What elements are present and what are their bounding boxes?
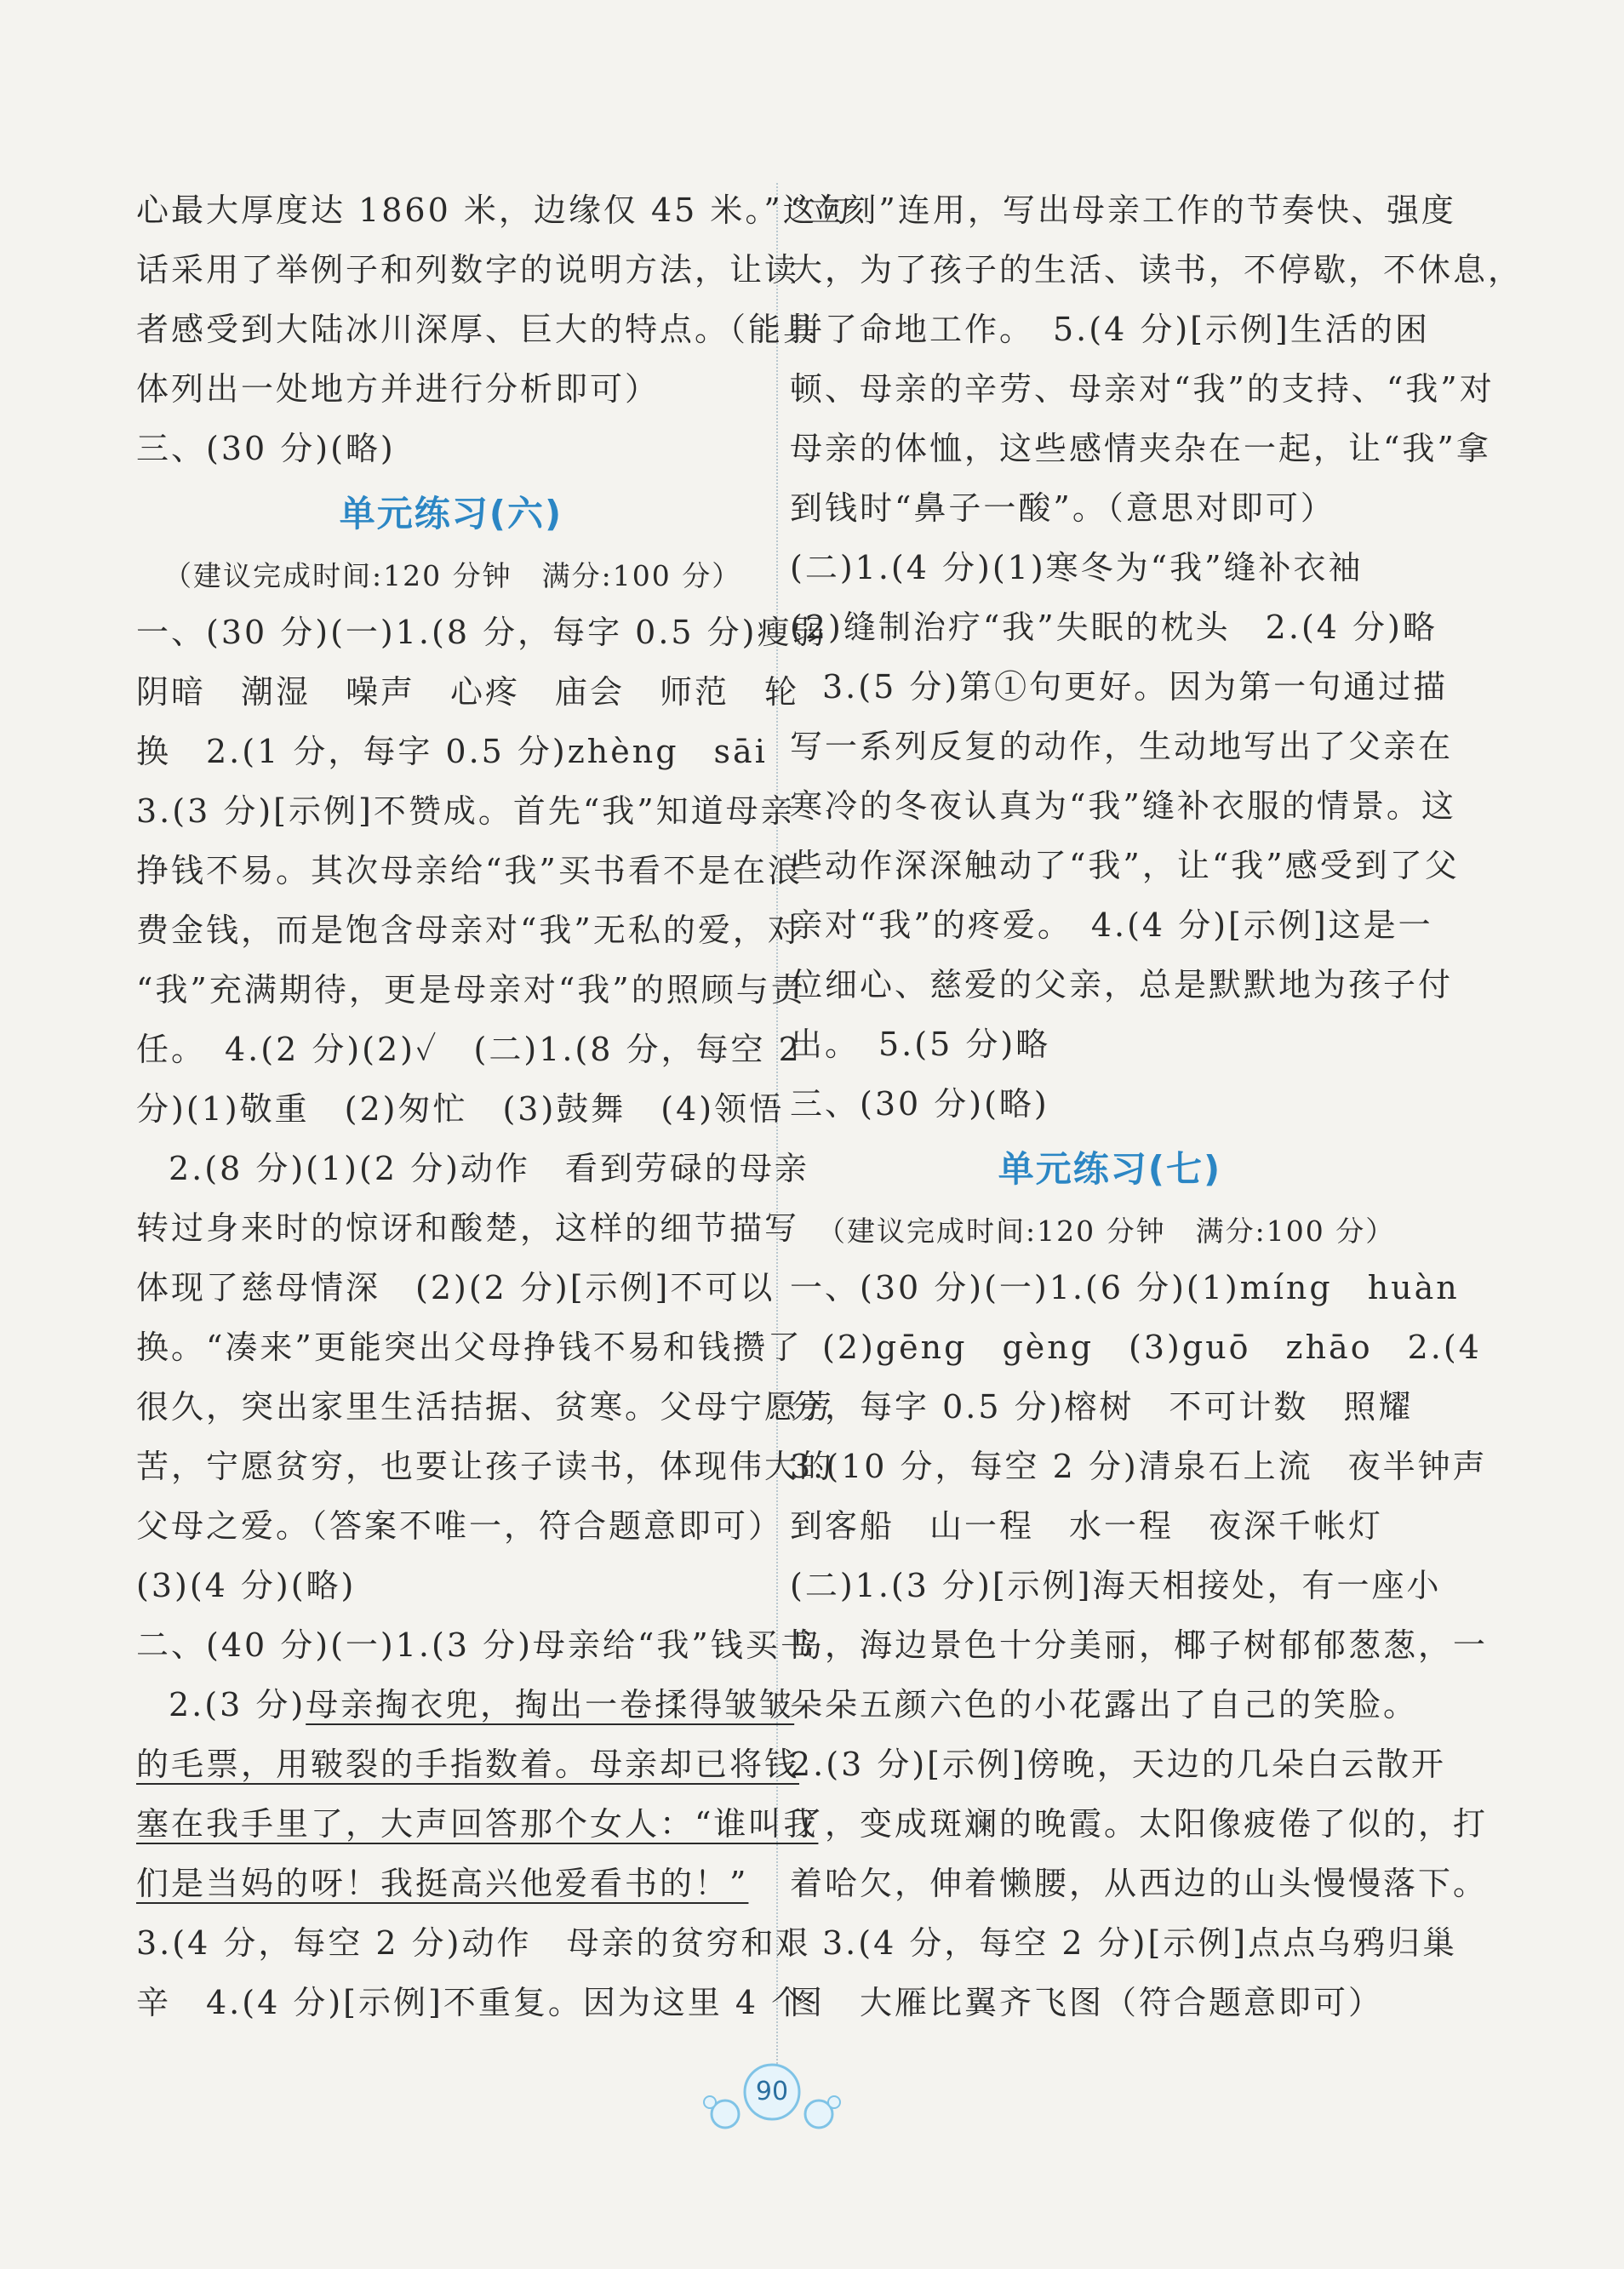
text-line: 母亲的体恤，这些感情夹杂在一起，让“我”拿 bbox=[790, 430, 1491, 467]
text-line: 了，变成斑斓的晚霞。太阳像疲倦了似的，打 bbox=[790, 1805, 1489, 1843]
text-line: (2)缝制治疗“我”失眠的枕头 2.(4 分)略 bbox=[790, 609, 1438, 646]
text-line: 2.(3 分)[示例]傍晚，天边的几朵白云散开 bbox=[790, 1746, 1446, 1783]
text-line: 2.(8 分)(1)(2 分)动作 看到劳碌的母亲 bbox=[169, 1150, 809, 1187]
text-line: 寒冷的冬夜认真为“我”缝补衣服的情景。这 bbox=[790, 787, 1456, 825]
text-line: 分，每字 0.5 分)榕树 不可计数 照耀 bbox=[790, 1388, 1414, 1426]
text-line: 顿、母亲的辛劳、母亲对“我”的支持、“我”对 bbox=[790, 370, 1495, 408]
text-line: 朵朵五颜六色的小花露出了自己的笑脸。 bbox=[790, 1686, 1419, 1723]
text-line: 换。“凑来”更能突出父母挣钱不易和钱攒了 bbox=[136, 1329, 803, 1366]
text-line: “我”充满期待，更是母亲对“我”的照顾与责 bbox=[136, 971, 806, 1009]
text-line: 岛，海边景色十分美丽，椰子树郁郁葱葱，一 bbox=[790, 1626, 1489, 1664]
text-line: 苦，宁愿贫穷，也要让孩子读书，体现伟大的 bbox=[136, 1448, 835, 1485]
text-line: 3.(5 分)第①句更好。因为第一句通过描 bbox=[822, 668, 1449, 706]
left-column bbox=[136, 180, 853, 2032]
time-note: （建议完成时间:120 分钟 满分:100 分） bbox=[817, 1215, 1396, 1248]
text-line: 亲对“我”的疼爱。 4.(4 分)[示例]这是一 bbox=[790, 906, 1433, 944]
text-line: 一、(30 分)(一)1.(6 分)(1)míng huàn bbox=[790, 1269, 1460, 1306]
text-line: (二)1.(3 分)[示例]海天相接处，有一座小 bbox=[790, 1567, 1442, 1604]
text-line: 3.(4 分，每空 2 分)[示例]点点乌鸦归巢 bbox=[822, 1924, 1458, 1962]
text-line: 费金钱，而是饱含母亲对“我”无私的爱，对 bbox=[136, 912, 803, 949]
text-line: (2)gēng gèng (3)guō zhāo 2.(4 bbox=[822, 1329, 1482, 1366]
text-line: 转过身来时的惊讶和酸楚，这样的细节描写 bbox=[136, 1209, 800, 1247]
underlined-quote: 母亲掏衣兜，掏出一卷揉得皱皱 bbox=[306, 1686, 795, 1723]
text-line: 3.(4 分，每空 2 分)动作 母亲的贫穷和艰 bbox=[136, 1924, 811, 1962]
underlined-quote: 塞在我手里了，大声回答那个女人：“谁叫我 bbox=[136, 1805, 819, 1843]
text-line: 三、(30 分)(略) bbox=[136, 430, 396, 467]
text-line: 到钱时“鼻子一酸”。（意思对即可） bbox=[790, 489, 1335, 527]
text-line: (二)1.(4 分)(1)寒冬为“我”缝补衣袖 bbox=[790, 549, 1364, 586]
text-line: 写一系列反复的动作，生动地写出了父亲在 bbox=[790, 728, 1454, 765]
text-line: 挣钱不易。其次母亲给“我”买书看不是在浪 bbox=[136, 852, 803, 889]
text-line: “立刻”连用，写出母亲工作的节奏快、强度 bbox=[790, 191, 1456, 229]
text-line: 拼了命地工作。 5.(4 分)[示例]生活的困 bbox=[790, 311, 1430, 348]
text-line bbox=[136, 1794, 819, 1854]
text-line: 体现了慈母情深 (2)(2 分)[示例]不可以 bbox=[136, 1269, 775, 1306]
text-line bbox=[136, 1854, 766, 1913]
text-line: 三、(30 分)(略) bbox=[790, 1085, 1049, 1123]
text-line: 者感受到大陆冰川深厚、巨大的特点。（能具 bbox=[136, 311, 819, 348]
text-line: 换 2.(1 分，每字 0.5 分)zhèng sāi bbox=[136, 733, 768, 770]
text-line: 着哈欠，伸着懒腰，从西边的山头慢慢落下。 bbox=[790, 1865, 1489, 1902]
text-line: 任。 4.(2 分)(2)✓ (二)1.(8 分，每空 2 bbox=[136, 1031, 802, 1068]
text-line: 话采用了举例子和列数字的说明方法，让读 bbox=[136, 251, 800, 289]
time-note: （建议完成时间:120 分钟 满分:100 分） bbox=[163, 559, 742, 592]
text-line: 一、(30 分)(一)1.(8 分，每字 0.5 分)瘦弱 bbox=[136, 614, 827, 651]
text-line: 阴暗 潮湿 噪声 心疼 庙会 师范 轮 bbox=[136, 673, 800, 711]
section-heading-unit-6: 单元练习(六) bbox=[339, 493, 563, 534]
text-line: 些动作深深触动了“我”，让“我”感受到了父 bbox=[790, 847, 1460, 884]
text-line: 3.(3 分)[示例]不赞成。首先“我”知道母亲 bbox=[136, 792, 796, 830]
text-line bbox=[136, 1675, 795, 1735]
text-line: 很久，突出家里生活拮据、贫寒。父母宁愿劳 bbox=[136, 1388, 835, 1426]
text-line: 大，为了孩子的生活、读书，不停歇，不休息， bbox=[790, 251, 1524, 289]
text-line: 图 大雁比翼齐飞图（符合题意即可） bbox=[790, 1984, 1384, 2021]
text-line bbox=[136, 1735, 800, 1794]
text-line: 心最大厚度达 1860 米，边缘仅 45 米。”这句 bbox=[136, 191, 853, 229]
text-line: 出。 5.(5 分)略 bbox=[790, 1026, 1051, 1063]
underlined-quote: 的毛票，用皲裂的手指数着。母亲却已将钱 bbox=[136, 1746, 800, 1783]
text-line: 3.(10 分，每空 2 分)清泉石上流 夜半钟声 bbox=[790, 1448, 1488, 1485]
text-line: 二、(40 分)(一)1.(3 分)母亲给“我”钱买书 bbox=[136, 1626, 815, 1664]
text-line: (3)(4 分)(略) bbox=[136, 1567, 357, 1604]
text-line: 辛 4.(4 分)[示例]不重复。因为这里 4 个 bbox=[136, 1984, 807, 2021]
section-heading-unit-7: 单元练习(七) bbox=[998, 1148, 1222, 1190]
page-number: 90 bbox=[755, 2077, 789, 2106]
question-number: 2.(3 分) bbox=[169, 1686, 306, 1723]
page-number-badge bbox=[700, 2061, 844, 2138]
underlined-quote: 们是当妈的呀！我挺高兴他爱看书的！” bbox=[136, 1865, 749, 1902]
text-line: 分)(1)敬重 (2)匆忙 (3)鼓舞 (4)领悟 bbox=[136, 1090, 785, 1128]
text-line: 体列出一处地方并进行分析即可） bbox=[136, 370, 660, 408]
right-column bbox=[790, 180, 1524, 2032]
text-line: 位细心、慈爱的父亲，总是默默地为孩子付 bbox=[790, 966, 1454, 1003]
text-line: 到客船 山一程 水一程 夜深千帐灯 bbox=[790, 1507, 1384, 1545]
text-line: 父母之爱。（答案不唯一，符合题意即可） bbox=[136, 1507, 784, 1545]
